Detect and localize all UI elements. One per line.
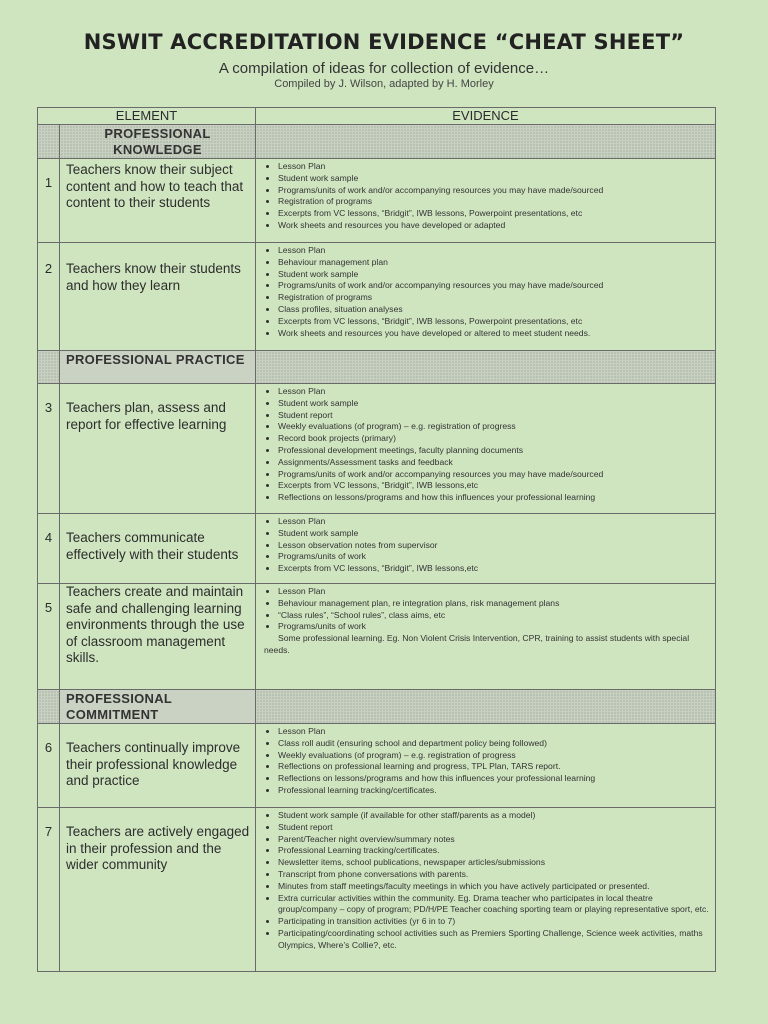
evidence-item: • Lesson Plan	[278, 386, 709, 398]
element-cell: Teachers are actively engaged in their profession and the wider community	[60, 808, 256, 972]
section-label-cell	[60, 351, 256, 384]
evidence-item: • Participating in transition activities (yr 6 in to 7)	[278, 916, 709, 928]
evidence-item: • Behaviour management plan	[278, 257, 709, 269]
evidence-item: • Registration of programs	[278, 292, 709, 304]
evidence-item: • “Class rules”, “School rules”, class aims, etc	[278, 610, 709, 622]
section-shade-cell	[256, 690, 716, 724]
section-shade-cell	[38, 690, 60, 724]
row-number: 5	[38, 584, 60, 690]
evidence-item: • Reflections on lessons/programs and how this influences your professional learning	[278, 773, 709, 785]
evidence-item: • Assignments/Assessment tasks and feedback	[278, 457, 709, 469]
section-row	[38, 125, 716, 159]
evidence-item: • Excerpts from VC lessons, “Bridgit”, IWB lessons,etc	[278, 563, 709, 575]
evidence-item: • Programs/units of work	[278, 621, 709, 633]
evidence-item: • Record book projects (primary)	[278, 433, 709, 445]
table-row	[38, 384, 716, 514]
evidence-list	[264, 516, 709, 575]
evidence-item: • Work sheets and resources you have developed or altered to meet student needs.	[278, 328, 709, 340]
section-label: PROFESSIONAL PRACTICE	[66, 352, 245, 367]
evidence-item: • Lesson Plan	[278, 586, 709, 598]
evidence-item: • Parent/Teacher night overview/summary notes	[278, 834, 709, 846]
evidence-item: • Excerpts from VC lessons, “Bridgit”, IWB lessons,etc	[278, 480, 709, 492]
evidence-item: • Reflections on professional learning and progress, TPL Plan, TARS report.	[278, 761, 709, 773]
evidence-item: • Professional Learning tracking/certificates.	[278, 845, 709, 857]
evidence-item: • Programs/units of work and/or accompanying resources you may have made/sourced	[278, 185, 709, 197]
evidence-item: • Excerpts from VC lessons, “Bridgit”, IWB lessons, Powerpoint presentations, etc	[278, 208, 709, 220]
row-number: 2	[38, 243, 60, 351]
element-cell: Teachers plan, assess and report for effective learning	[60, 384, 256, 514]
evidence-cell	[256, 724, 716, 808]
row-number: 6	[38, 724, 60, 808]
evidence-item: • Excerpts from VC lessons, “Bridgit”, IWB lessons, Powerpoint presentations, etc	[278, 316, 709, 328]
evidence-item: • Student work sample	[278, 398, 709, 410]
element-cell: Teachers continually improve their professional knowledge and practice	[60, 724, 256, 808]
document-subtitle: A compilation of ideas for collection of evidence…	[218, 60, 550, 77]
evidence-item: • Lesson observation notes from supervisor	[278, 540, 709, 552]
evidence-cell	[256, 159, 716, 243]
column-header-element: ELEMENT	[38, 108, 256, 125]
row-number: 4	[38, 514, 60, 584]
evidence-item: • Reflections on lessons/programs and how this influences your professional learning	[278, 492, 709, 504]
evidence-cell	[256, 808, 716, 972]
evidence-cell	[256, 384, 716, 514]
row-number: 7	[38, 808, 60, 972]
evidence-item: • Programs/units of work	[278, 551, 709, 563]
evidence-item: • Extra curricular activities within the community. Eg. Drama teacher who participates in local theatre group/company – copy of program; PD/H/PE Teacher coaching sporting team or playing representative sport, etc.	[278, 893, 709, 917]
table-row	[38, 584, 716, 690]
column-header-evidence: EVIDENCE	[256, 108, 716, 125]
evidence-item: • Lesson Plan	[278, 245, 709, 257]
evidence-item: • Lesson Plan	[278, 726, 709, 738]
evidence-item: • Student work sample	[278, 173, 709, 185]
document-credit: Compiled by J. Wilson, adapted by H. Morley	[274, 78, 494, 90]
evidence-item: • Lesson Plan	[278, 161, 709, 173]
element-cell: Teachers communicate effectively with their students	[60, 514, 256, 584]
row-number: 3	[38, 384, 60, 514]
section-label: PROFESSIONAL COMMITMENT	[66, 691, 172, 722]
evidence-cell	[256, 584, 716, 690]
evidence-item: • Work sheets and resources you have developed or adapted	[278, 220, 709, 232]
section-row	[38, 351, 716, 384]
evidence-list	[264, 161, 709, 232]
evidence-item: • Professional development meetings, faculty planning documents	[278, 445, 709, 457]
section-shade-cell	[38, 351, 60, 384]
section-label-cell	[60, 125, 256, 159]
evidence-item: • Minutes from staff meetings/faculty meetings in which you have actively participated or presented.	[278, 881, 709, 893]
section-shade-cell	[256, 125, 716, 159]
evidence-item: • Weekly evaluations (of program) – e.g. registration of progress	[278, 421, 709, 433]
evidence-item: • Lesson Plan	[278, 516, 709, 528]
evidence-item: • Newsletter items, school publications, newspaper articles/submissions	[278, 857, 709, 869]
evidence-item: • Behaviour management plan, re integration plans, risk management plans	[278, 598, 709, 610]
evidence-table	[37, 107, 716, 972]
evidence-item: • Registration of programs	[278, 196, 709, 208]
evidence-item: • Transcript from phone conversations with parents.	[278, 869, 709, 881]
table-row	[38, 243, 716, 351]
section-shade-cell	[256, 351, 716, 384]
evidence-item: • Student work sample	[278, 528, 709, 540]
evidence-item: • Student report	[278, 822, 709, 834]
evidence-item: • Professional learning tracking/certificates.	[278, 785, 709, 797]
document-title: NSWIT ACCREDITATION EVIDENCE “CHEAT SHEET”	[83, 30, 685, 54]
element-cell: Teachers create and maintain safe and challenging learning environments through the use of classroom management skills.	[60, 584, 256, 690]
row-number: 1	[38, 159, 60, 243]
evidence-item: • Participating/coordinating school activities such as Premiers Sporting Challenge, Science week activities, maths Olympics, Where’s Collie?, etc.	[278, 928, 709, 952]
section-shade-cell	[38, 125, 60, 159]
evidence-list	[264, 386, 709, 504]
evidence-list	[264, 810, 709, 952]
section-label-cell	[60, 690, 256, 724]
element-cell: Teachers know their subject content and how to teach that content to their students	[60, 159, 256, 243]
table-row	[38, 159, 716, 243]
evidence-item: • Student work sample	[278, 269, 709, 281]
table-row	[38, 808, 716, 972]
evidence-item: • Student report	[278, 410, 709, 422]
evidence-item: • Weekly evaluations (of program) – e.g. registration of progress	[278, 750, 709, 762]
evidence-list	[264, 245, 709, 339]
evidence-item: • Programs/units of work and/or accompanying resources you may have made/sourced	[278, 469, 709, 481]
section-label: PROFESSIONAL KNOWLEDGE	[104, 126, 211, 157]
evidence-list	[264, 726, 709, 797]
table-row	[38, 724, 716, 808]
evidence-cell	[256, 514, 716, 584]
evidence-item: • Programs/units of work and/or accompanying resources you may have made/sourced	[278, 280, 709, 292]
evidence-list	[264, 586, 709, 633]
evidence-note: Some professional learning. Eg. Non Violent Crisis Intervention, CPR, training to assist students with special needs.	[264, 633, 690, 655]
evidence-item: • Class profiles, situation analyses	[278, 304, 709, 316]
evidence-item: • Student work sample (if available for other staff/parents as a model)	[278, 810, 709, 822]
element-cell: Teachers know their students and how they learn	[60, 243, 256, 351]
section-row	[38, 690, 716, 724]
evidence-cell	[256, 243, 716, 351]
table-row	[38, 514, 716, 584]
evidence-item: • Class roll audit (ensuring school and department policy being followed)	[278, 738, 709, 750]
